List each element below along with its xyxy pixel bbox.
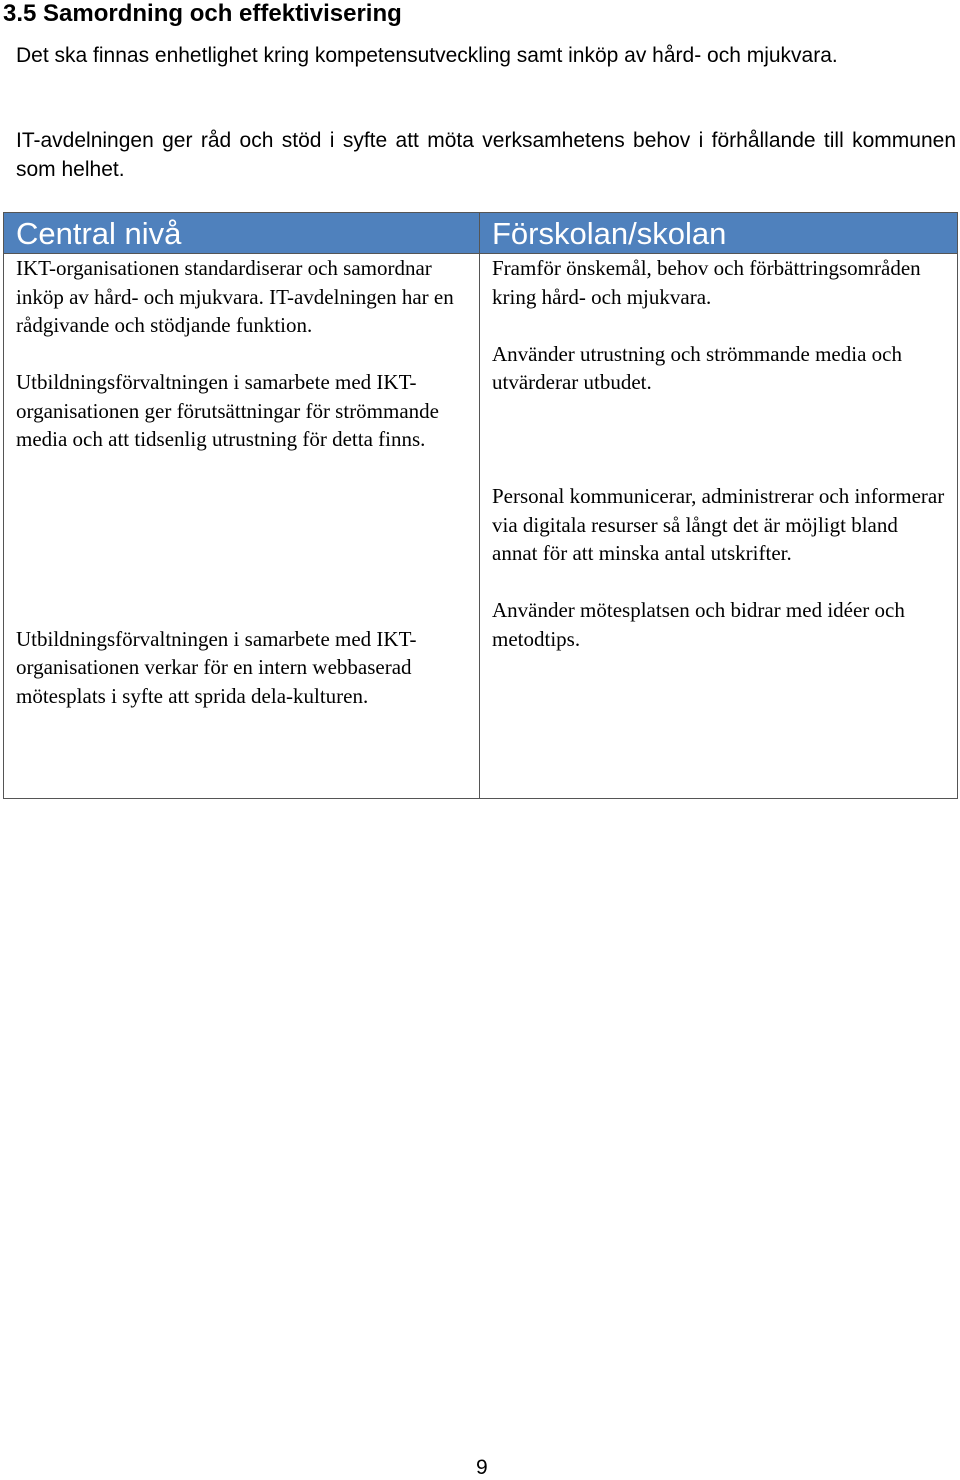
section-heading: 3.5 Samordning och effektivisering xyxy=(3,0,402,27)
column-header-central: Central nivå xyxy=(4,213,480,254)
central-level-cell xyxy=(4,254,480,799)
school-level-cell xyxy=(480,254,958,799)
central-block-meeting-place: Utbildningsförvaltningen i samarbete med IKT-organisationen verkar för en intern webbaserad mötesplats i syfte att sprida dela-kulturen. xyxy=(16,626,417,708)
school-block-requests: Framför önskemål, behov och förbättringsområden kring hård- och mjukvara. xyxy=(492,256,921,309)
page-number: 9 xyxy=(476,1456,488,1479)
central-block-procurement: IKT-organisationen standardiserar och samordnar inköp av hård- och mjukvara. IT-avdelningen har en rådgivande och stödjande funktion. xyxy=(16,256,454,337)
central-block-streaming: Utbildningsförvaltningen i samarbete med IKT-organisationen ger förutsättningar för strömmande media och att tidsenlig utrustning för detta finns. xyxy=(16,370,439,451)
school-block-streaming: Använder utrustning och strömmande media och utvärderar utbudet. xyxy=(492,341,902,394)
responsibility-table-body xyxy=(3,212,958,799)
school-block-digital-communication: Personal kommunicerar, administrerar och informerar via digitala resurser så långt det är möjligt bland annat för att minska antal utskrifter. xyxy=(492,484,945,565)
school-block-meeting-place: Använder mötesplatsen och bidrar med idéer och metodtips. xyxy=(492,598,905,651)
intro-paragraph: Det ska finnas enhetlighet kring kompetensutveckling samt inköp av hård- och mjukvara. xyxy=(16,44,838,67)
column-header-school: Förskolan/skolan xyxy=(480,213,958,254)
it-support-paragraph: IT-avdelningen ger råd och stöd i syfte att möta verksamhetens behov i förhållande till kommunen som helhet. xyxy=(16,129,956,181)
